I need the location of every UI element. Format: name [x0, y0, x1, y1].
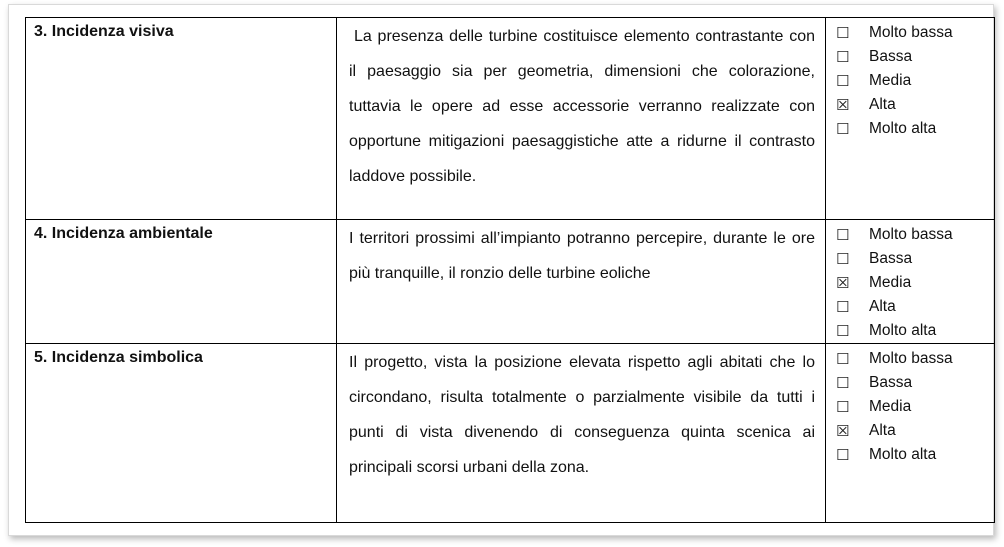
- rating-option[interactable]: [836, 271, 994, 295]
- rating-options-cell: [826, 344, 995, 523]
- rating-option-label: Alta: [869, 96, 896, 113]
- rating-option-label: Media: [869, 72, 912, 89]
- rating-option-label: Molto bassa: [869, 350, 953, 367]
- incidence-table: [25, 17, 995, 523]
- checkbox-icon[interactable]: ☐: [836, 350, 850, 368]
- rating-option[interactable]: [836, 319, 994, 343]
- checkbox-icon[interactable]: ☐: [836, 120, 850, 138]
- row-description: I territori prossimi all’impianto potranno percepire, durante le ore più tranquille, il ronzio delle turbine eoliche: [349, 230, 815, 282]
- rating-option-label: Molto bassa: [869, 226, 953, 243]
- checkbox-icon[interactable]: ☐: [836, 446, 850, 464]
- checkbox-icon[interactable]: ☐: [836, 398, 850, 416]
- checkbox-icon[interactable]: ☐: [836, 226, 850, 244]
- row-title: 5. Incidenza simbolica: [34, 349, 203, 366]
- rating-option-label: Bassa: [869, 48, 913, 65]
- document-page: [8, 4, 994, 536]
- rating-option[interactable]: [836, 395, 994, 419]
- row-description-cell: [337, 220, 826, 344]
- rating-option-label: Molto bassa: [869, 24, 953, 41]
- checked-checkbox-icon[interactable]: ☒: [836, 96, 850, 114]
- table-row: [26, 344, 995, 523]
- rating-options-cell: [826, 18, 995, 220]
- rating-option[interactable]: [836, 295, 994, 319]
- row-title-cell: [26, 18, 337, 220]
- rating-option-label: Media: [869, 274, 912, 291]
- table-row: [26, 220, 995, 344]
- checkbox-icon[interactable]: ☐: [836, 298, 850, 316]
- checkbox-icon[interactable]: ☐: [836, 322, 850, 340]
- rating-option[interactable]: [836, 117, 994, 141]
- checkbox-icon[interactable]: ☐: [836, 250, 850, 268]
- rating-option[interactable]: [836, 45, 994, 69]
- rating-option-label: Bassa: [869, 374, 913, 391]
- rating-option-label: Alta: [869, 422, 896, 439]
- rating-options-cell: [826, 220, 995, 344]
- row-title: 4. Incidenza ambientale: [34, 225, 213, 242]
- checkbox-icon[interactable]: ☐: [836, 374, 850, 392]
- row-description-cell: [337, 344, 826, 523]
- row-description: Il progetto, vista la posizione elevata rispetto agli abitati che lo circondano, risulta totalmente o parzialmente visibile da tutti i punti di vista divenendo di conseguenza quinta scenica ai principali scorsi urbani della zona.: [349, 354, 815, 476]
- rating-option-label: Molto alta: [869, 120, 937, 137]
- table-row: [26, 18, 995, 220]
- rating-option[interactable]: [836, 247, 994, 271]
- rating-option[interactable]: [836, 371, 994, 395]
- checked-checkbox-icon[interactable]: ☒: [836, 274, 850, 292]
- rating-option[interactable]: [836, 93, 994, 117]
- rating-option-label: Bassa: [869, 250, 913, 267]
- rating-option[interactable]: [836, 21, 994, 45]
- rating-option[interactable]: [836, 419, 994, 443]
- rating-option[interactable]: [836, 347, 994, 371]
- row-description: La presenza delle turbine costituisce elemento contrastante con il paesaggio sia per geometria, dimensioni che colorazione, tuttavia le opere ad esse accessorie verranno realizzate con opportune mitigazioni paesaggistiche atte a ridurne il contrasto laddove possibile.: [349, 28, 815, 185]
- checked-checkbox-icon[interactable]: ☒: [836, 422, 850, 440]
- row-title: 3. Incidenza visiva: [34, 23, 174, 40]
- checkbox-icon[interactable]: ☐: [836, 24, 850, 42]
- rating-option[interactable]: [836, 69, 994, 93]
- rating-option-label: Molto alta: [869, 446, 937, 463]
- rating-option-label: Molto alta: [869, 322, 937, 339]
- row-title-cell: [26, 220, 337, 344]
- rating-option[interactable]: [836, 443, 994, 467]
- rating-option-label: Alta: [869, 298, 896, 315]
- row-description-cell: [337, 18, 826, 220]
- rating-option-label: Media: [869, 398, 912, 415]
- rating-option[interactable]: [836, 223, 994, 247]
- row-title-cell: [26, 344, 337, 523]
- checkbox-icon[interactable]: ☐: [836, 48, 850, 66]
- checkbox-icon[interactable]: ☐: [836, 72, 850, 90]
